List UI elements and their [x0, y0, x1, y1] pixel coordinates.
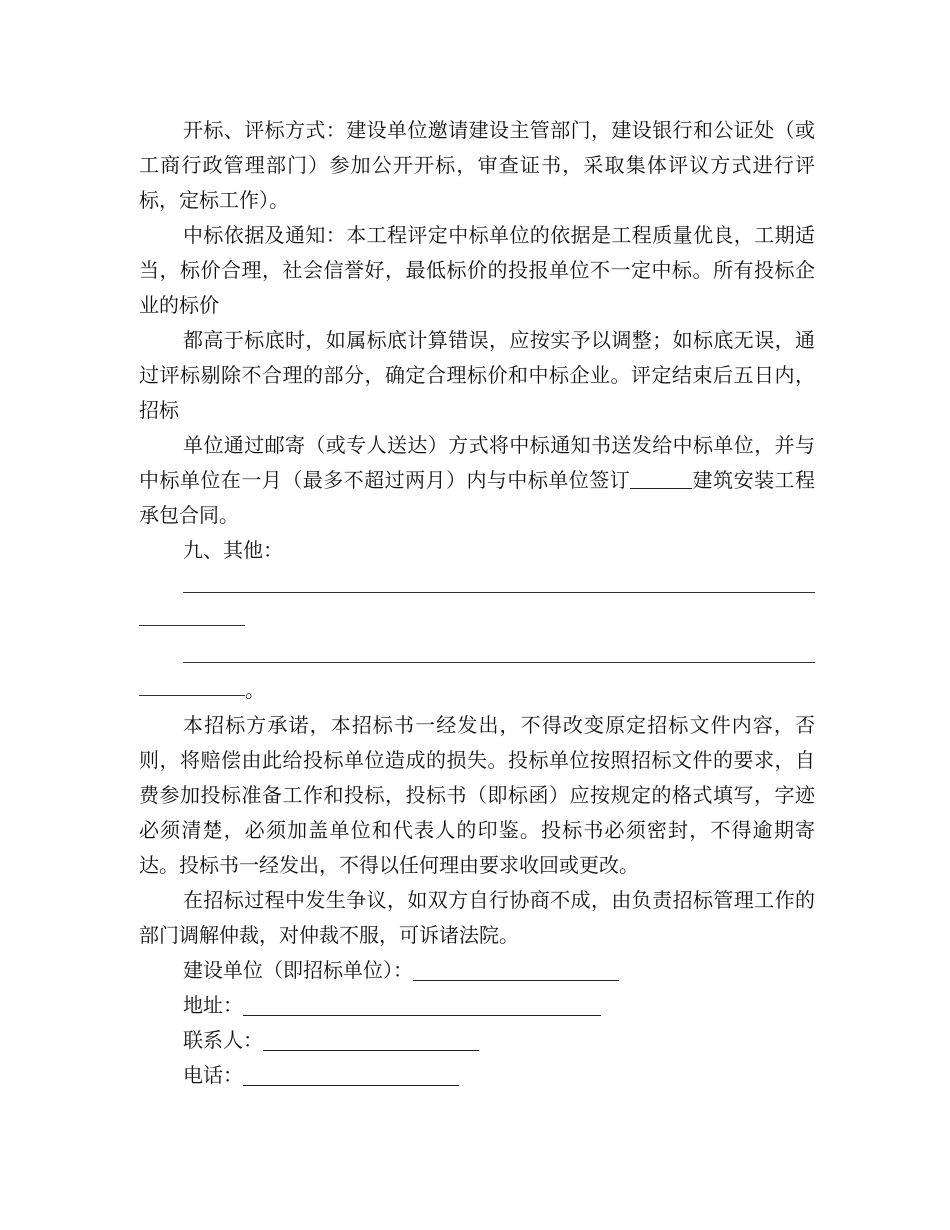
address-label: 地址： [183, 993, 243, 1017]
section-other-heading: 九、其他： [183, 538, 283, 562]
other-blank-line-1b [139, 603, 815, 638]
field-construction-unit [183, 953, 815, 988]
field-address [183, 988, 815, 1023]
field-contact [183, 1023, 815, 1058]
other-blank-line-2a [183, 638, 815, 673]
paragraph-winning-basis: 中标依据及通知：本工程评定中标单位的依据是工程质量优良，工期适当，标价合理，社会信誉好，最低标价的投报单位不一定中标。所有投标企业的标价 [139, 223, 815, 317]
paragraph-bid-opening: 开标、评标方式：建设单位邀请建设主管部门，建设银行和公证处（或工商行政管理部门）参加公开开标，审查证书，采取集体评议方式进行评标，定标工作）。 [139, 118, 815, 212]
construction-unit-label: 建设单位（即招标单位）： [183, 958, 413, 982]
paragraph-notification [139, 428, 815, 533]
notification-text-before: 单位通过邮寄（或专人送达）方式将中标通知书送发给中标单位，并与中标单位在一月（最多不超过两月）内与中标单位签订 [139, 433, 815, 492]
paragraph-dispute: 在招标过程中发生争议，如双方自行协商不成，由负责招标管理工作的部门调解仲裁，对仲裁不服，可诉诸法院。 [139, 888, 815, 947]
address-blank [243, 993, 601, 1016]
notification-text-after: 建筑安装工程承包合同。 [139, 468, 816, 527]
other-blank-line-2b [139, 673, 815, 708]
field-phone [183, 1058, 815, 1093]
contact-label: 联系人： [183, 1028, 263, 1052]
paragraph-commitment: 本招标方承诺，本招标书一经发出，不得改变原定招标文件内容，否则，将赔偿由此给投标单位造成的损失。投标单位按照招标文件的要求，自费参加投标准备工作和投标，投标书（即标函）应按规定的格式填写，字迹必须清楚，必须加盖单位和代表人的印鉴。投标书必须密封，不得逾期寄达。投标书一经发出，不得以任何理由要求收回或更改。 [139, 713, 815, 877]
phone-label: 电话： [183, 1063, 243, 1087]
contract-name-blank [630, 468, 692, 489]
blank-period: 。 [245, 678, 265, 702]
document-body [139, 113, 815, 1093]
contact-blank [263, 1028, 479, 1051]
phone-blank [243, 1063, 459, 1086]
paragraph-bid-adjustment: 都高于标底时，如属标底计算错误，应按实予以调整；如标底无误，通过评标剔除不合理的部分，确定合理标价和中标企业。评定结束后五日内，招标 [139, 328, 815, 422]
construction-unit-blank [413, 958, 619, 981]
other-blank-line-1a [183, 568, 815, 603]
